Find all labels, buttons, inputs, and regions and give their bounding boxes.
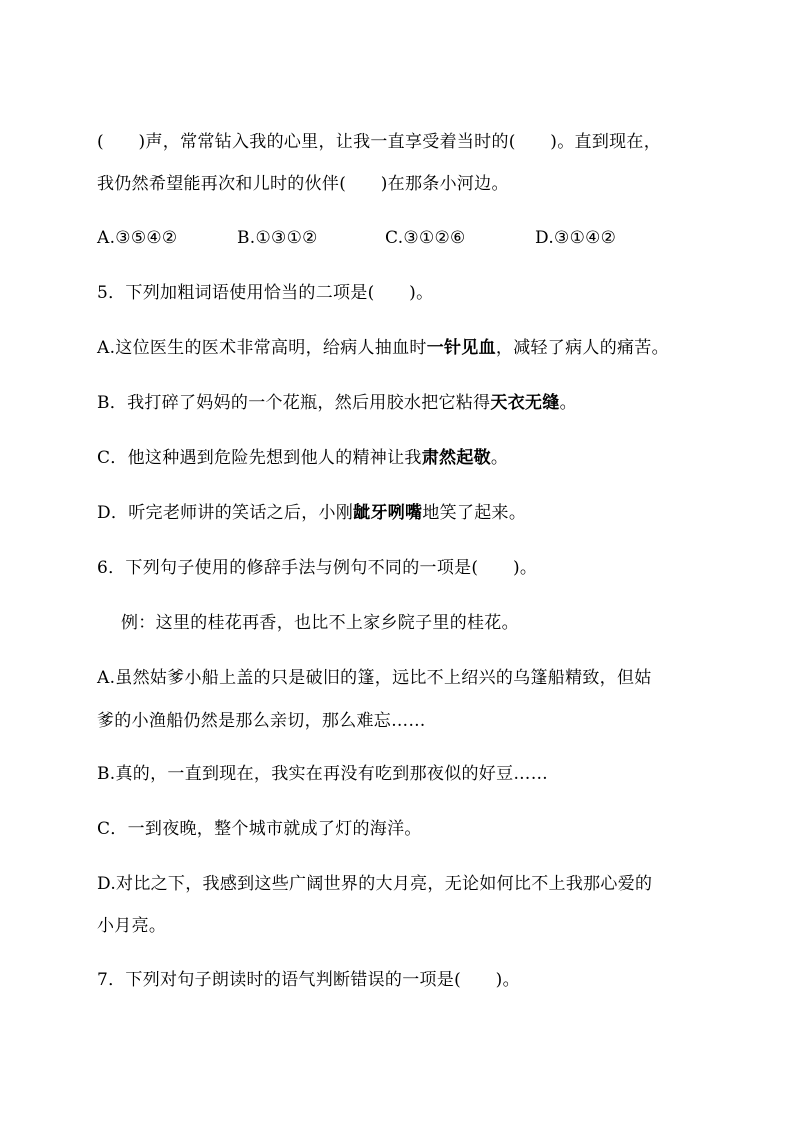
q4-option-c: C.③①②⑥ [385,228,466,248]
q5d-text-end: 地笑了起来。 [422,503,527,523]
q5-option-d [97,502,526,524]
q5a-bold-term: 一针见血 [426,338,496,358]
q6-example: 例：这里的桂花再香，也比不上家乡院子里的桂花。 [121,613,519,633]
question-6: 6．下列句子使用的修辞手法与例句不同的一项是( )。 [97,558,538,578]
q4-option-d: D.③①④② [535,228,617,248]
q6-option-a-line-1: A.虽然姑爹小船上盖的只是破旧的篷，远比不上绍兴的乌篷船精致，但姑 [97,668,652,688]
q5a-text-end: ，减轻了病人的痛苦。 [495,338,669,358]
q5a-text: A.这位医生的医术非常高明，给病人抽血时 [97,338,427,358]
q6-option-d-line-1: D.对比之下，我感到这些广阔世界的大月亮，无论如何比不上我那心爱的 [97,874,653,894]
q4-option-b: B.①③①② [237,228,318,248]
text-line-2: 我仍然希望能再次和儿时的伙伴( )在那条小河边。 [97,174,509,194]
text-line-1: ( )声，常常钻入我的心里，让我一直享受着当时的( )。直到现在， [97,132,662,152]
q5d-bold-term: 龇牙咧嘴 [353,503,423,523]
q5c-text: C．他这种遇到危险先想到他人的精神让我 [97,448,422,468]
q6-option-c: C．一到夜晚，整个城市就成了灯的海洋。 [97,819,422,839]
q4-options [97,227,616,249]
q5-option-b [97,392,577,414]
q6-option-b: B.真的，一直到现在，我实在再没有吃到那夜似的好豆…… [97,764,548,784]
q5b-bold-term: 天衣无缝 [490,393,560,413]
q6-option-d-line-2: 小月亮。 [97,916,167,936]
question-7: 7．下列对句子朗读时的语气判断错误的一项是( )。 [97,970,520,990]
q5b-text-end: 。 [559,393,577,413]
q5c-bold-term: 肃然起敬 [421,448,491,468]
q5-option-c [97,447,508,469]
q6-option-a-line-2: 爹的小渔船仍然是那么亲切，那么难忘…… [97,711,426,731]
q4-option-a: A.③⑤④② [97,228,178,248]
q5d-text: D．听完老师讲的笑话之后，小刚 [97,503,354,523]
question-5: 5．下列加粗词语使用恰当的二项是( )。 [97,283,434,303]
q5c-text-end: 。 [490,448,509,468]
q5b-text: B．我打碎了妈妈的一个花瓶，然后用胶水把它粘得 [97,393,491,413]
q5-option-a [97,337,669,359]
